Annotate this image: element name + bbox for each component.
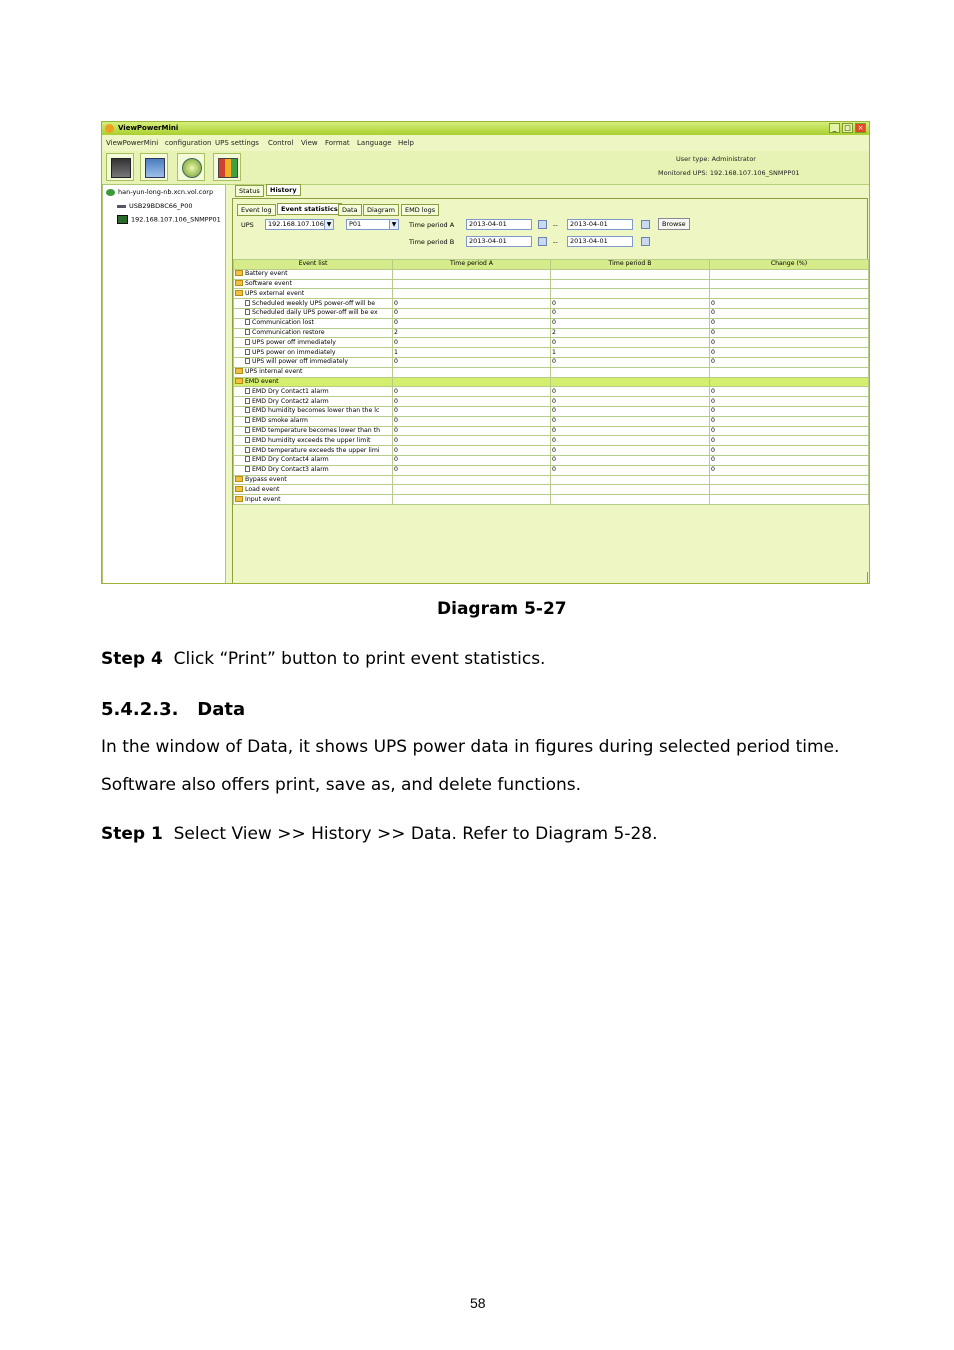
- period-a-cell: 0: [393, 397, 551, 407]
- period-b-to-input[interactable]: 2013-04-01: [567, 236, 633, 247]
- change-cell: 0: [710, 406, 869, 416]
- document-icon: [245, 300, 250, 306]
- change-cell: [710, 269, 869, 279]
- table-row[interactable]: [234, 308, 869, 318]
- monitor-icon: [111, 158, 131, 178]
- table-row[interactable]: [234, 455, 869, 465]
- period-a-cell: 0: [393, 416, 551, 426]
- change-cell: 0: [710, 308, 869, 318]
- port-select[interactable]: P01: [346, 219, 391, 230]
- event-name-cell: UPS power on immediately: [234, 348, 393, 358]
- change-cell: 0: [710, 357, 869, 367]
- document-icon: [245, 388, 250, 394]
- period-a-from-input[interactable]: 2013-04-01: [466, 219, 532, 230]
- period-b-cell: 0: [551, 436, 710, 446]
- period-a-cell: [393, 279, 551, 289]
- settings-button[interactable]: [140, 153, 168, 181]
- change-cell: [710, 475, 869, 485]
- period-a-label: Time period A: [409, 221, 455, 229]
- snmp-device-icon: [117, 215, 128, 224]
- period-b-cell: 0: [551, 446, 710, 456]
- change-cell: 0: [710, 436, 869, 446]
- change-cell: [710, 289, 869, 299]
- document-icon: [245, 437, 250, 443]
- change-cell: 0: [710, 416, 869, 426]
- change-cell: [710, 377, 869, 387]
- folder-icon: [235, 270, 243, 276]
- event-name-cell: Bypass event: [234, 475, 393, 485]
- history-icon: [218, 158, 238, 178]
- period-b-label: Time period B: [409, 238, 455, 246]
- folder-icon: [235, 368, 243, 374]
- change-cell: 0: [710, 446, 869, 456]
- tab-history[interactable]: History: [266, 184, 301, 196]
- change-cell: 0: [710, 338, 869, 348]
- document-icon: [245, 466, 250, 472]
- menu-view[interactable]: View: [301, 139, 318, 147]
- period-a-cell: 2: [393, 328, 551, 338]
- menu-ups-settings[interactable]: UPS settings: [215, 139, 259, 147]
- usb-cable-icon: [117, 205, 126, 208]
- app-logo-icon: [105, 124, 114, 133]
- period-a-cell: 0: [393, 318, 551, 328]
- menu-help[interactable]: Help: [398, 139, 414, 147]
- table-row[interactable]: [234, 348, 869, 358]
- period-a-cell: 0: [393, 406, 551, 416]
- table-row[interactable]: [234, 485, 869, 495]
- calendar-icon[interactable]: [538, 220, 547, 229]
- col-change[interactable]: Change (%): [710, 260, 869, 270]
- period-a-cell: [393, 475, 551, 485]
- period-b-cell: 0: [551, 426, 710, 436]
- change-cell: [710, 367, 869, 377]
- event-name-cell: EMD humidity exceeds the upper limit: [234, 436, 393, 446]
- folder-icon: [235, 486, 243, 492]
- period-a-cell: 0: [393, 446, 551, 456]
- table-row[interactable]: [234, 367, 869, 377]
- event-name-cell: Software event: [234, 279, 393, 289]
- period-a-to-input[interactable]: 2013-04-01: [567, 219, 633, 230]
- folder-icon: [235, 378, 243, 384]
- period-a-cell: [393, 289, 551, 299]
- minimize-button[interactable]: _: [829, 123, 840, 133]
- period-b-cell: 0: [551, 465, 710, 475]
- period-b-cell: 0: [551, 416, 710, 426]
- document-icon: [245, 447, 250, 453]
- event-name-cell: EMD Dry Contact2 alarm: [234, 397, 393, 407]
- tree-node-usb[interactable]: USB29BD8C66_P00: [117, 202, 192, 210]
- event-name-cell: Input event: [234, 495, 393, 505]
- menu-viewpowermini[interactable]: ViewPowerMini: [106, 139, 159, 147]
- range-dash: --: [553, 238, 558, 246]
- period-a-cell: 0: [393, 338, 551, 348]
- table-row[interactable]: [234, 377, 869, 387]
- figure-caption: Diagram 5-27: [437, 599, 567, 619]
- calendar-icon[interactable]: [641, 237, 650, 246]
- table-row[interactable]: [234, 318, 869, 328]
- section-title: Data: [197, 699, 246, 720]
- period-b-cell: 0: [551, 397, 710, 407]
- folder-icon: [235, 290, 243, 296]
- period-a-cell: [393, 485, 551, 495]
- table-row[interactable]: [234, 289, 869, 299]
- event-name-cell: EMD humidity becomes lower than the lc: [234, 406, 393, 416]
- network-icon: [106, 189, 115, 196]
- col-event-list[interactable]: Event list: [234, 260, 393, 270]
- document-icon: [245, 329, 250, 335]
- document-icon: [245, 358, 250, 364]
- period-a-cell: 0: [393, 357, 551, 367]
- table-row[interactable]: [234, 446, 869, 456]
- subtab-event-statistics[interactable]: Event statistics: [277, 203, 342, 215]
- event-name-cell: EMD event: [234, 377, 393, 387]
- event-name-cell: UPS will power off immediately: [234, 357, 393, 367]
- event-name-cell: Communication restore: [234, 328, 393, 338]
- col-time-period-b[interactable]: Time period B: [551, 260, 710, 270]
- period-b-cell: [551, 269, 710, 279]
- paragraph: Software also offers print, save as, and delete functions.: [101, 775, 582, 795]
- device-tree: [102, 184, 226, 584]
- period-b-cell: 2: [551, 328, 710, 338]
- folder-icon: [235, 496, 243, 502]
- step-label: Step 1: [101, 824, 163, 844]
- table-row[interactable]: [234, 279, 869, 289]
- port-select-arrow-icon[interactable]: ▼: [389, 219, 399, 230]
- period-a-cell: [393, 495, 551, 505]
- period-b-cell: 0: [551, 308, 710, 318]
- document-icon: [245, 309, 250, 315]
- event-name-cell: EMD smoke alarm: [234, 416, 393, 426]
- document-icon: [245, 319, 250, 325]
- table-row[interactable]: [234, 416, 869, 426]
- ups-label: UPS: [241, 221, 254, 229]
- paragraph: In the window of Data, it shows UPS power data in figures during selected period time.: [101, 737, 840, 757]
- change-cell: [710, 279, 869, 289]
- event-name-cell: EMD Dry Contact1 alarm: [234, 387, 393, 397]
- event-name-cell: UPS power off immediately: [234, 338, 393, 348]
- event-name-cell: EMD temperature exceeds the upper limi: [234, 446, 393, 456]
- change-cell: [710, 495, 869, 505]
- user-type: User type: Administrator: [676, 155, 756, 163]
- change-cell: 0: [710, 299, 869, 309]
- period-b-cell: 0: [551, 338, 710, 348]
- table-row[interactable]: [234, 328, 869, 338]
- table-row[interactable]: [234, 387, 869, 397]
- period-a-cell: [393, 269, 551, 279]
- app-window: [101, 121, 870, 584]
- table-row[interactable]: [234, 465, 869, 475]
- menu-format[interactable]: Format: [325, 139, 350, 147]
- event-statistics-table: [233, 259, 870, 572]
- period-b-from-input[interactable]: 2013-04-01: [466, 236, 532, 247]
- period-a-cell: 0: [393, 299, 551, 309]
- main-pane: [231, 184, 869, 584]
- period-b-cell: [551, 485, 710, 495]
- change-cell: [710, 485, 869, 495]
- event-name-cell: Battery event: [234, 269, 393, 279]
- change-cell: 0: [710, 397, 869, 407]
- period-b-cell: [551, 377, 710, 387]
- close-button[interactable]: ×: [855, 123, 866, 133]
- event-name-cell: EMD temperature becomes lower than th: [234, 426, 393, 436]
- period-a-cell: 0: [393, 465, 551, 475]
- document-icon: [245, 349, 250, 355]
- step-text: Select View >> History >> Data. Refer to Diagram 5-28.: [173, 824, 658, 844]
- period-b-cell: 0: [551, 357, 710, 367]
- table-row[interactable]: [234, 426, 869, 436]
- period-a-cell: 0: [393, 455, 551, 465]
- change-cell: 0: [710, 348, 869, 358]
- step-4: [101, 649, 545, 669]
- table-row[interactable]: [234, 299, 869, 309]
- change-cell: 0: [710, 465, 869, 475]
- document-icon: [245, 456, 250, 462]
- document-icon: [245, 417, 250, 423]
- period-b-cell: 0: [551, 455, 710, 465]
- table-row[interactable]: [234, 397, 869, 407]
- period-a-cell: [393, 367, 551, 377]
- col-time-period-a[interactable]: Time period A: [393, 260, 551, 270]
- menu-language[interactable]: Language: [357, 139, 392, 147]
- table-row[interactable]: [234, 406, 869, 416]
- period-b-cell: [551, 289, 710, 299]
- change-cell: 0: [710, 455, 869, 465]
- calendar-icon[interactable]: [641, 220, 650, 229]
- browse-button[interactable]: Browse: [658, 218, 690, 230]
- page-number: 58: [470, 1295, 486, 1311]
- event-name-cell: EMD Dry Contact3 alarm: [234, 465, 393, 475]
- folder-icon: [235, 476, 243, 482]
- tab-status[interactable]: Status: [235, 185, 264, 197]
- event-name-cell: Scheduled weekly UPS power-off will be: [234, 299, 393, 309]
- period-b-cell: [551, 475, 710, 485]
- change-cell: 0: [710, 328, 869, 338]
- subtab-diagram[interactable]: Diagram: [363, 204, 399, 216]
- subtab-event-log[interactable]: Event log: [237, 204, 276, 216]
- event-name-cell: EMD Dry Contact4 alarm: [234, 455, 393, 465]
- history-button[interactable]: [213, 153, 241, 181]
- settings-icon: [145, 158, 165, 178]
- document-icon: [245, 427, 250, 433]
- menu-bar: [102, 136, 869, 150]
- calendar-icon[interactable]: [538, 237, 547, 246]
- period-b-cell: 0: [551, 406, 710, 416]
- section-number: 5.4.2.3.: [101, 699, 179, 720]
- range-dash: --: [553, 221, 558, 229]
- menu-configuration[interactable]: configuration: [165, 139, 212, 147]
- document-icon: [245, 398, 250, 404]
- period-b-cell: [551, 279, 710, 289]
- control-button[interactable]: [177, 153, 205, 181]
- table-row[interactable]: [234, 269, 869, 279]
- document-icon: [245, 339, 250, 345]
- maximize-button[interactable]: □: [842, 123, 853, 133]
- change-cell: 0: [710, 318, 869, 328]
- period-b-cell: [551, 367, 710, 377]
- title-bar: [102, 122, 869, 135]
- period-a-cell: [393, 377, 551, 387]
- period-a-cell: 1: [393, 348, 551, 358]
- period-b-cell: [551, 495, 710, 505]
- period-b-cell: 0: [551, 318, 710, 328]
- event-name-cell: UPS external event: [234, 289, 393, 299]
- period-b-cell: 0: [551, 299, 710, 309]
- period-a-cell: 0: [393, 436, 551, 446]
- table-row[interactable]: [234, 338, 869, 348]
- ups-select-arrow-icon[interactable]: ▼: [324, 219, 334, 230]
- step-label: Step 4: [101, 649, 163, 669]
- subtab-emd-logs[interactable]: EMD logs: [401, 204, 439, 216]
- control-icon: [182, 158, 202, 178]
- period-a-cell: 0: [393, 426, 551, 436]
- subtab-data[interactable]: Data: [338, 204, 362, 216]
- event-name-cell: Communication lost: [234, 318, 393, 328]
- tree-node-host[interactable]: han-yun-long-nb.xcn.vol.corp: [106, 188, 213, 196]
- folder-icon: [235, 280, 243, 286]
- period-a-cell: 0: [393, 387, 551, 397]
- menu-control[interactable]: Control: [268, 139, 294, 147]
- section-heading: [101, 699, 245, 720]
- toolbar: [102, 151, 869, 185]
- table-row[interactable]: [234, 495, 869, 505]
- event-name-cell: Load event: [234, 485, 393, 495]
- document-icon: [245, 407, 250, 413]
- monitor-button[interactable]: [106, 153, 134, 181]
- window-title: ViewPowerMini: [118, 124, 179, 132]
- change-cell: 0: [710, 387, 869, 397]
- change-cell: 0: [710, 426, 869, 436]
- event-name-cell: Scheduled daily UPS power-off will be ex: [234, 308, 393, 318]
- period-b-cell: 1: [551, 348, 710, 358]
- table-row[interactable]: [234, 475, 869, 485]
- table-row[interactable]: [234, 357, 869, 367]
- event-name-cell: UPS internal event: [234, 367, 393, 377]
- step-1: [101, 824, 658, 844]
- period-a-cell: 0: [393, 308, 551, 318]
- ups-select[interactable]: 192.168.107.106: [265, 219, 325, 230]
- step-text: Click “Print” button to print event statistics.: [173, 649, 546, 669]
- table-row[interactable]: [234, 436, 869, 446]
- monitored-ups: Monitored UPS: 192.168.107.106_SNMPP01: [658, 169, 800, 177]
- period-b-cell: 0: [551, 387, 710, 397]
- tree-node-snmp[interactable]: 192.168.107.106_SNMPP01: [117, 215, 221, 224]
